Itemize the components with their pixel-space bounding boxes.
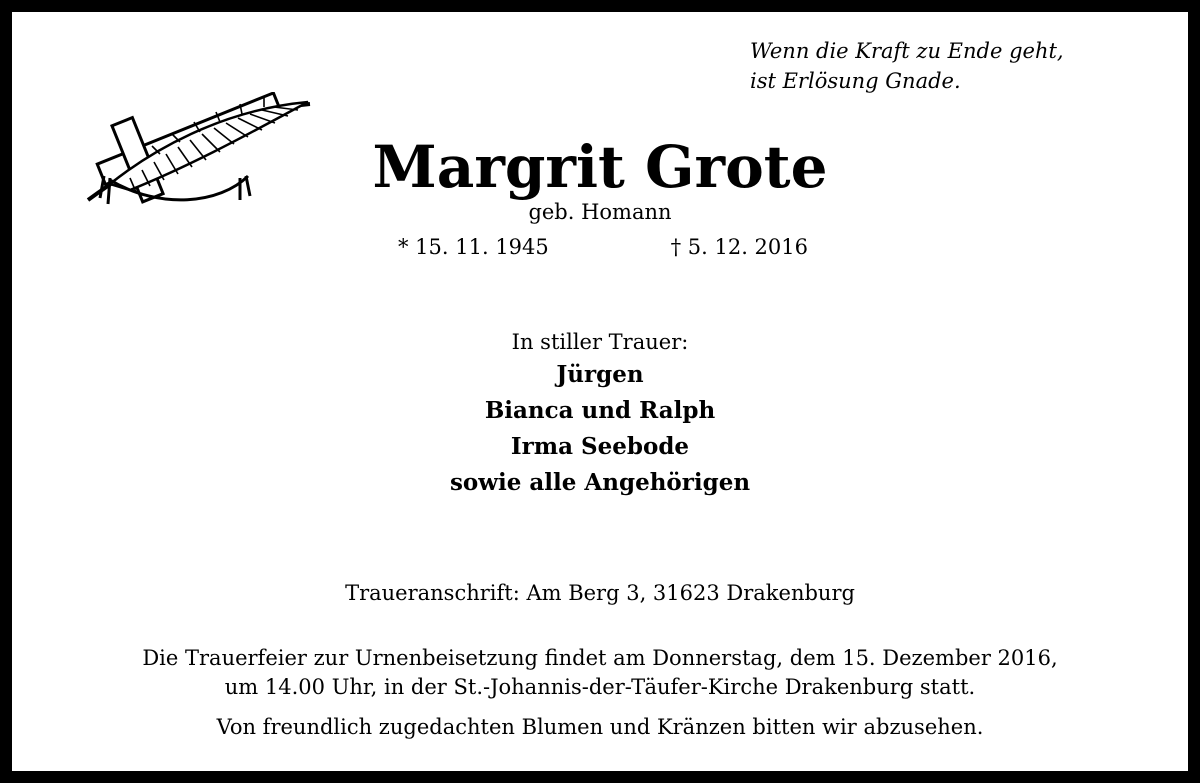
birth-date: * 15. 11. 1945 <box>398 235 549 259</box>
mourners-block <box>0 327 1200 501</box>
ceremony-notice <box>0 644 1200 702</box>
quote-line-2: ist Erlösung Gnade. <box>750 69 961 93</box>
mourner-name: sowie alle Angehörigen <box>449 469 751 496</box>
mourner-name: Jürgen <box>556 361 644 388</box>
mourners-intro: In stiller Trauer: <box>511 330 689 354</box>
quote <box>750 36 1064 96</box>
death-date: † 5. 12. 2016 <box>670 235 808 259</box>
quote-line-1: Wenn die Kraft zu Ende geht, <box>750 39 1064 63</box>
birth-name: geb. Homann <box>528 200 672 224</box>
flowers-note: Von freundlich zugedachten Blumen und Kränzen bitten wir abzusehen. <box>216 715 984 739</box>
ceremony-line-2: um 14.00 Uhr, in der St.-Johannis-der-Täufer-Kirche Drakenburg statt. <box>224 675 976 699</box>
deceased-name: Margrit Grote <box>372 133 828 201</box>
ceremony-line-1: Die Trauerfeier zur Urnenbeisetzung findet am Donnerstag, dem 15. Dezember 2016, <box>142 646 1058 670</box>
mourner-name: Bianca und Ralph <box>484 397 716 424</box>
mourner-name: Irma Seebode <box>510 433 690 460</box>
mourning-address: Traueranschrift: Am Berg 3, 31623 Drakenburg <box>345 581 855 605</box>
